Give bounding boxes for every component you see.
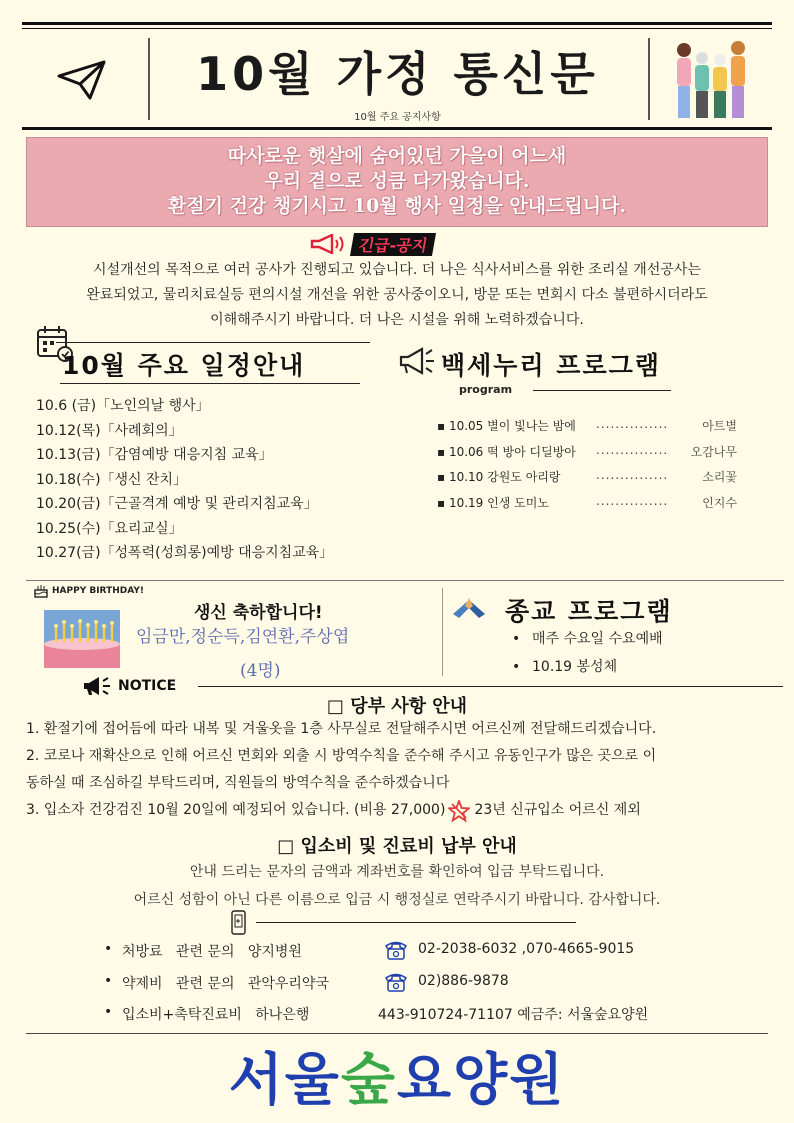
notice-exception: 23년 신규입소 어르신 제외 <box>474 802 641 818</box>
banner-line-1: 따사로운 햇살에 숨어있던 가을이 어느새 <box>227 145 567 167</box>
programs-rule <box>533 390 671 391</box>
program-host: 아트별 <box>702 419 737 433</box>
notice-body <box>26 716 656 824</box>
urgent-notice-header <box>310 233 434 255</box>
logo-part-2: 숲 <box>340 1048 397 1113</box>
telephone-icon <box>384 971 408 993</box>
bullet: • <box>104 973 113 989</box>
list-item: 10.13(금)「감염예방 대응지침 교육」 <box>36 447 273 463</box>
cake-icon <box>33 584 49 598</box>
schedule-list <box>36 394 333 566</box>
urgent-notice-text <box>26 258 768 333</box>
urgent-line-2: 완료되었고, 물리치료실등 편의시설 개선을 위한 공사중이오니, 방문 또는 면회시 다소 불편하시더라도 <box>86 287 708 303</box>
notice-rule <box>198 686 783 687</box>
notice-title: □ 당부 사항 안내 <box>326 696 468 717</box>
program-dots: ............... <box>596 442 669 457</box>
list-item: 10.12(목)「사례회의」 <box>36 422 183 439</box>
birthday-label: HAPPY BIRTHDAY! <box>52 586 144 596</box>
payment-line-1: 안내 드리는 문자의 금액과 계좌번호를 확인하여 입금 부탁드립니다. <box>189 864 605 880</box>
payment-line-2: 어르신 성함이 아닌 다른 이름으로 입금 시 행정실로 연락주시기 바랍니다. 감사합니다. <box>133 892 661 908</box>
urgent-label: 긴급-공지 <box>350 233 437 256</box>
payment-body <box>0 858 794 914</box>
program-dots: ............... <box>596 417 669 431</box>
list-item <box>437 468 737 494</box>
schedule-title: 10월 주요 일정안내 <box>62 351 306 380</box>
payment-title: □ 입소비 및 진료비 납부 안내 <box>277 836 517 857</box>
religion-list <box>512 628 663 684</box>
banner-line-3: 환절기 건강 챙기시고 10월 행사 일정을 안내드립니다. <box>167 195 627 217</box>
notice-line-1: 1. 환절기에 접어듬에 따라 내복 및 겨울옷을 1층 사무실로 전달해주시면 어르신께 전달해드리겠습니다. <box>26 721 657 737</box>
program-host: 오감나무 <box>690 444 737 459</box>
notice-line-2: 2. 코로나 재확산으로 인해 어르신 면회와 외출 시 방역수칙을 준수해 주시고 유동인구가 많은 곳으로 이 <box>26 748 657 764</box>
birthday-heading: 생신 축하합니다! <box>194 603 323 623</box>
program-dots: ............... <box>596 468 669 482</box>
list-item: • 10.19 봉성체 <box>512 656 663 684</box>
praying-hands-icon <box>447 596 491 620</box>
program-name: ▪ 10.06 떡 방아 디딜방아 <box>437 444 576 459</box>
contact-value: 443-910724-71107 예금주: 서울숲요양원 <box>378 1007 649 1023</box>
birthday-cake-photo <box>44 610 120 668</box>
contact-label: 입소비+촉탁진료비 하나은행 <box>122 1007 310 1023</box>
header-rule-top-thin <box>22 28 772 29</box>
list-item: • 매주 수요일 수요예배 <box>512 628 663 656</box>
contact-label: 처방료 관련 문의 양지병원 <box>122 944 302 960</box>
program-dots: ............... <box>596 493 669 508</box>
program-name: ▪ 10.19 인생 도미노 <box>437 495 549 510</box>
urgent-line-1: 시설개선의 목적으로 여러 공사가 진행되고 있습니다. 더 나은 식사서비스를 위한 조리실 개선공사는 <box>93 262 701 278</box>
program-host: 소리꽃 <box>702 470 737 484</box>
birthday-count: (4명) <box>240 661 281 681</box>
list-item: 10.20(금)「근골격계 예방 및 관리지침교육」 <box>36 496 318 512</box>
list-item <box>437 494 737 520</box>
list-item <box>437 417 737 443</box>
page-subtitle: 10월 주요 공지사항 <box>354 112 441 123</box>
header-rule-top <box>22 22 772 25</box>
footer-rule <box>26 1033 768 1034</box>
logo-part-3: 요양원 <box>397 1048 566 1113</box>
programs-title: 백세누리 프로그램 <box>441 351 661 380</box>
list-item <box>437 443 737 469</box>
facility-logo <box>0 1036 794 1116</box>
megaphone-icon <box>310 234 348 254</box>
column-divider <box>442 588 443 676</box>
logo-part-1: 서울 <box>228 1048 341 1113</box>
header-rule-bottom <box>22 127 772 130</box>
header-divider-right <box>648 38 650 120</box>
birthday-names: 임금만,정순득,김연환,주상엽 <box>136 627 350 647</box>
section-divider <box>26 580 784 581</box>
megaphone-icon <box>398 346 436 376</box>
greeting-banner <box>26 137 768 227</box>
bullet: • <box>104 1004 113 1020</box>
religion-title: 종교 프로그램 <box>505 597 673 626</box>
bullet: • <box>104 941 113 957</box>
list-item: 10.27(금)「성폭력(성희롱)예방 대응지침교육」 <box>36 545 334 561</box>
contact-value: 02-2038-6032 ,070-4665-9015 <box>418 941 635 957</box>
program-name: ▪ 10.05 별이 빛나는 밤에 <box>437 419 576 433</box>
page-title: 10월 가정 통신문 <box>196 47 599 101</box>
programs-subtitle: program <box>459 383 513 396</box>
notice-label: NOTICE <box>118 678 177 694</box>
notice-line-4-text: 3. 입소자 건강검진 10월 20일에 예정되어 있습니다. (비용 27,000) <box>26 802 446 818</box>
schedule-rule-bottom <box>60 383 360 384</box>
urgent-line-3: 이해해주시기 바랍니다. 더 나은 시설을 위해 노력하겠습니다. <box>210 312 584 328</box>
telephone-icon <box>384 939 408 961</box>
contact-rule <box>256 922 576 923</box>
contact-value: 02)886-9878 <box>418 973 509 989</box>
phone-icon <box>229 909 249 937</box>
schedule-rule-top <box>56 342 370 343</box>
notice-line-3: 동하실 때 조심하길 부탁드리며, 직원들의 방역수칙을 준수하겠습니다 <box>26 775 450 791</box>
notice-line-4 <box>26 797 656 824</box>
banner-line-2: 우리 곁으로 성큼 다가왔습니다. <box>264 170 530 192</box>
list-item: 10.25(수)「요리교실」 <box>36 520 183 537</box>
program-name: ▪ 10.10 강원도 아리랑 <box>437 470 561 484</box>
contact-label: 약제비 관련 문의 관악우리약국 <box>122 976 329 992</box>
star-icon <box>448 800 470 822</box>
program-host: 인지수 <box>702 495 737 510</box>
programs-list <box>437 417 737 519</box>
paper-plane-icon <box>56 58 108 102</box>
family-illustration <box>668 36 754 122</box>
list-item: 10.18(수)「생신 잔치」 <box>36 471 188 488</box>
list-item: 10.6 (금)「노인의날 행사」 <box>36 398 210 414</box>
